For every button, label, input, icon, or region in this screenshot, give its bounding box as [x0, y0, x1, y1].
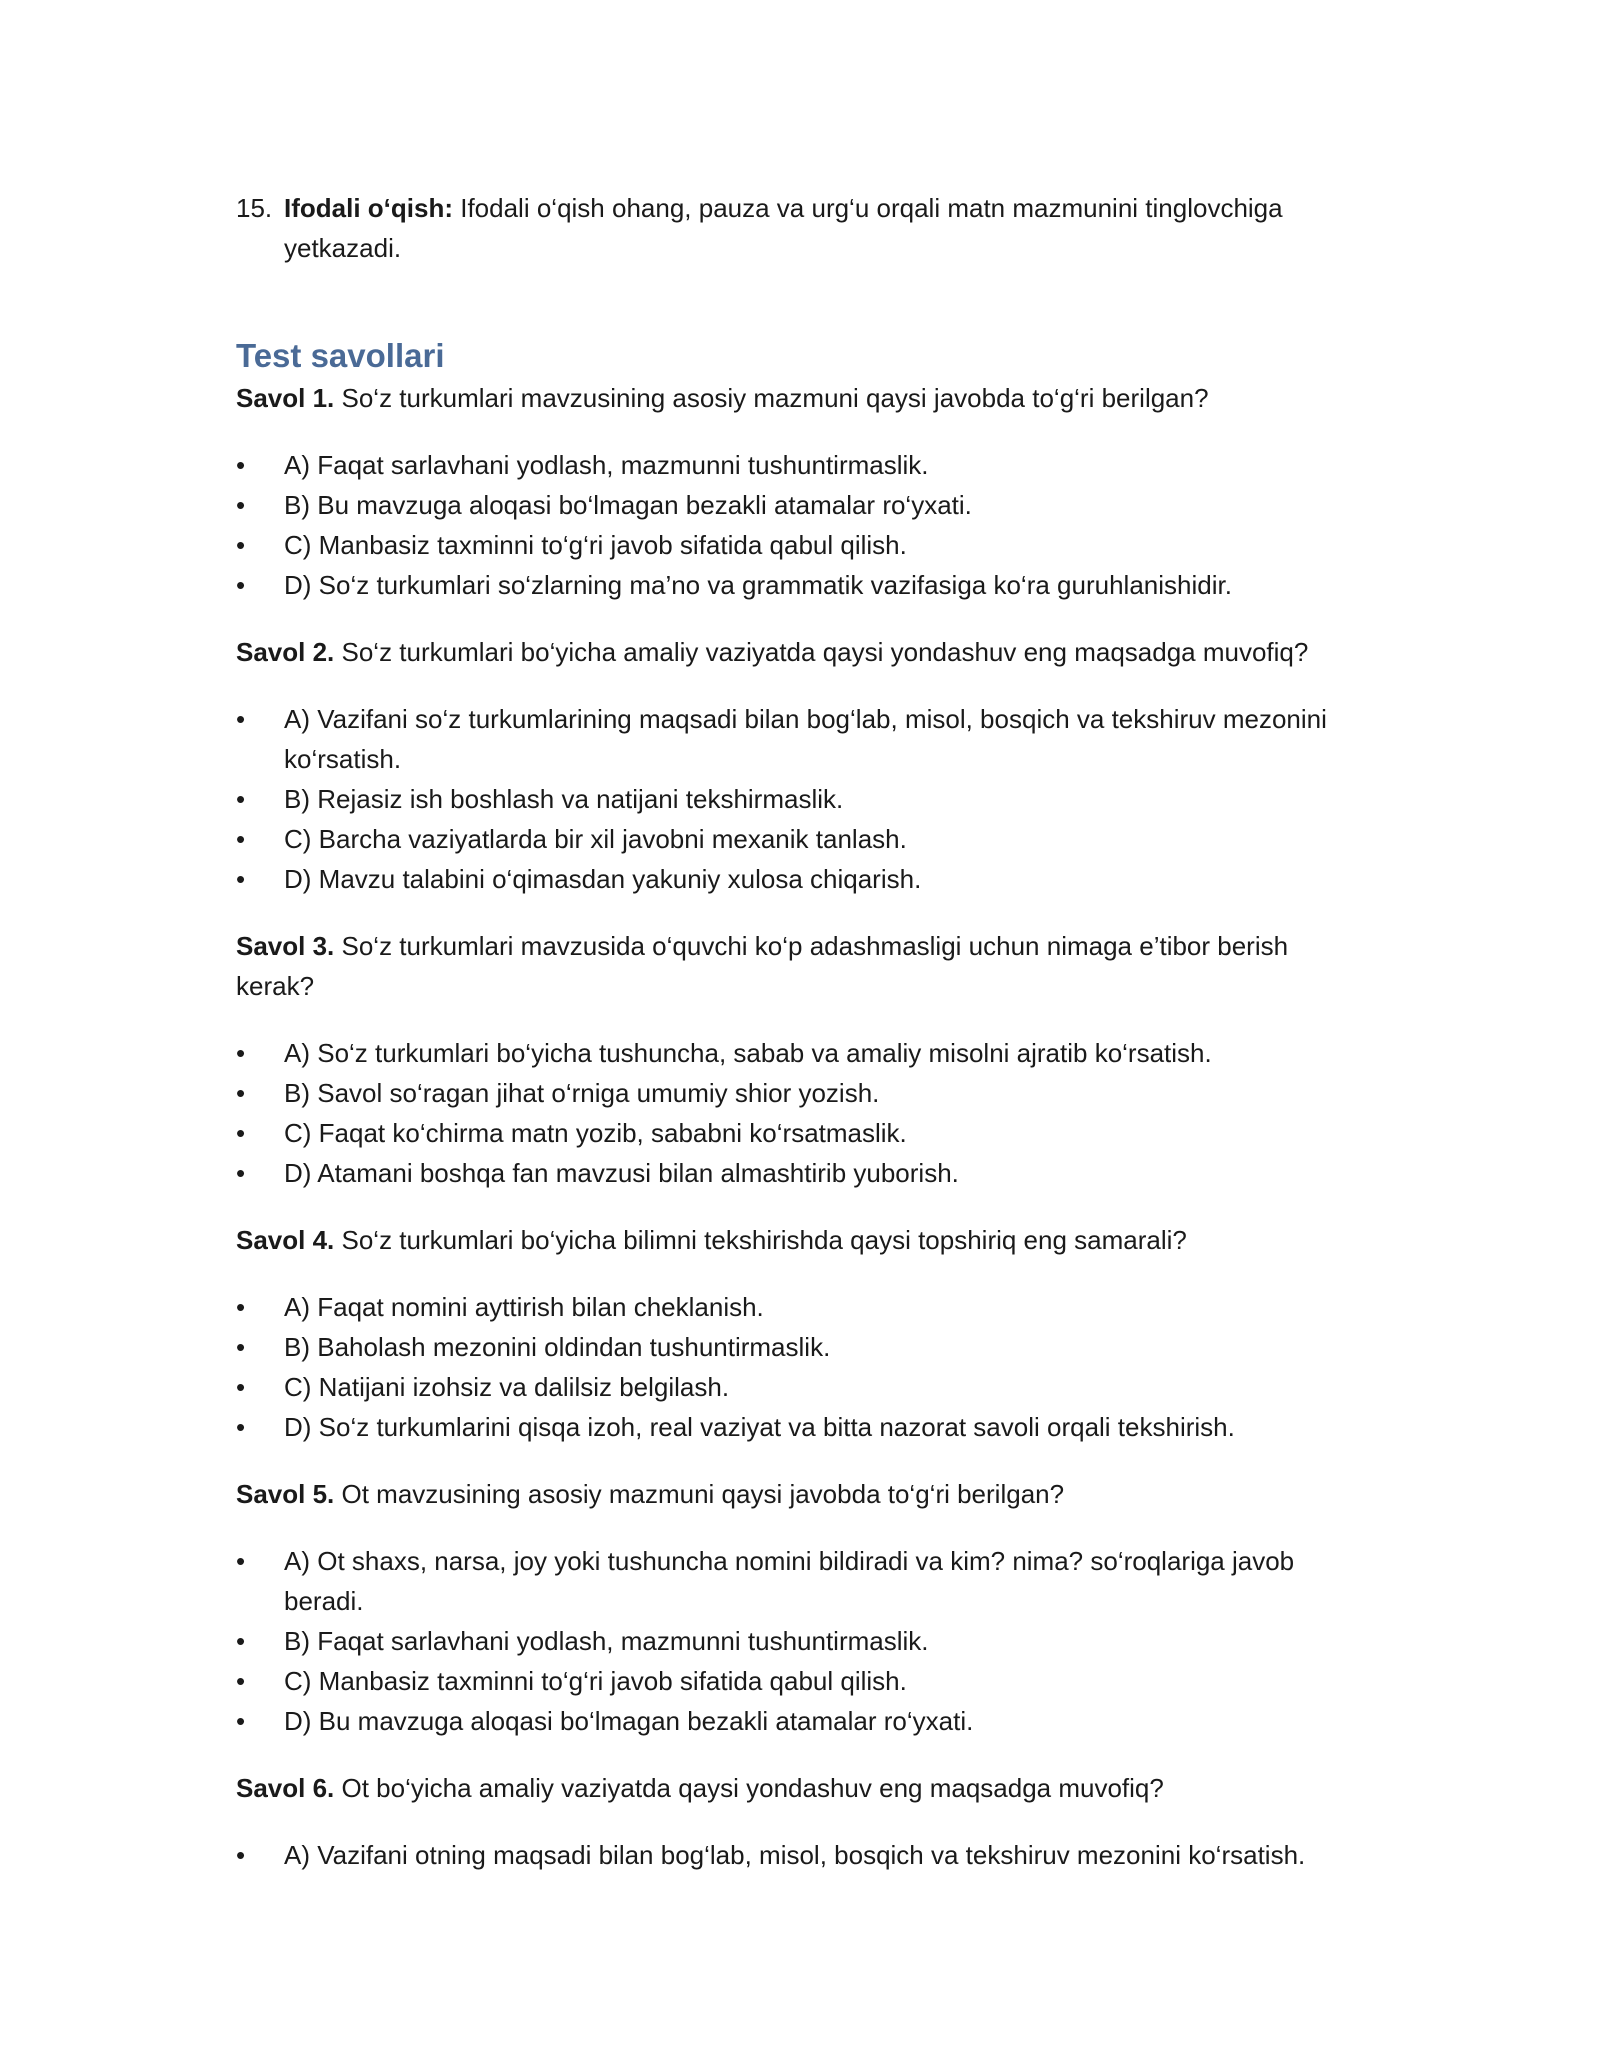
answer-option-text: D) Mavzu talabini o‘qimasdan yakuniy xulosa chiqarish.	[284, 864, 922, 894]
bullet-icon: •	[236, 784, 246, 814]
answer-option-text: B) Faqat sarlavhani yodlash, mazmunni tushuntirmaslik.	[284, 1626, 929, 1656]
answer-option-text: C) Natijani izohsiz va dalilsiz belgilash.	[284, 1372, 730, 1402]
question-2	[236, 632, 1356, 672]
bullet-icon: •	[236, 490, 246, 520]
question-label: Savol 4.	[236, 1225, 335, 1255]
answer-option	[236, 485, 1356, 525]
bullet-icon: •	[236, 1158, 246, 1188]
answer-option-text: C) Faqat ko‘chirma matn yozib, sababni ko‘rsatmaslik.	[284, 1118, 907, 1148]
bullet-icon: •	[236, 1038, 246, 1068]
answer-option-text: D) Bu mavzuga aloqasi bo‘lmagan bezakli atamalar ro‘yxati.	[284, 1706, 974, 1736]
bullet-icon: •	[236, 1372, 246, 1402]
bullet-icon: •	[236, 1666, 246, 1696]
question-label: Savol 5.	[236, 1479, 335, 1509]
answer-options	[236, 1287, 1356, 1447]
question-5	[236, 1474, 1356, 1514]
answer-option	[236, 819, 1356, 859]
question-6	[236, 1768, 1356, 1808]
answer-option	[236, 1287, 1356, 1327]
answer-option	[236, 1621, 1356, 1661]
question-label: Savol 3.	[236, 931, 335, 961]
bullet-icon: •	[236, 824, 246, 854]
section-heading: Test savollari	[236, 337, 445, 374]
bullet-icon: •	[236, 864, 246, 894]
answer-option-text: C) Manbasiz taxminni to‘g‘ri javob sifatida qabul qilish.	[284, 1666, 907, 1696]
question-text: Ot bo‘yicha amaliy vaziyatda qaysi yondashuv eng maqsadga muvofiq?	[334, 1773, 1164, 1803]
answer-option	[236, 525, 1356, 565]
answer-option	[236, 1113, 1356, 1153]
answer-option	[236, 1541, 1356, 1621]
answer-option	[236, 1073, 1356, 1113]
answer-option-text: B) Baholash mezonini oldindan tushuntirmaslik.	[284, 1332, 831, 1362]
question-list	[236, 378, 1356, 1875]
answer-option-text: C) Barcha vaziyatlarda bir xil javobni mexanik tanlash.	[284, 824, 907, 854]
answer-option-text: D) So‘z turkumlari so‘zlarning ma’no va grammatik vazifasiga ko‘ra guruhlanishidir.	[284, 570, 1232, 600]
question-text: So‘z turkumlari mavzusining asosiy mazmuni qaysi javobda to‘g‘ri berilgan?	[334, 383, 1209, 413]
bullet-icon: •	[236, 1292, 246, 1322]
bullet-icon: •	[236, 1332, 246, 1362]
bullet-icon: •	[236, 1546, 246, 1576]
question-1	[236, 378, 1356, 418]
question-4	[236, 1220, 1356, 1260]
answer-option	[236, 1701, 1356, 1741]
bullet-icon: •	[236, 1412, 246, 1442]
answer-option	[236, 699, 1356, 779]
answer-option	[236, 1835, 1356, 1875]
answer-option	[236, 1407, 1356, 1447]
bullet-icon: •	[236, 1118, 246, 1148]
answer-option	[236, 1661, 1356, 1701]
answer-options	[236, 1835, 1356, 1875]
answer-option	[236, 1367, 1356, 1407]
answer-option	[236, 1153, 1356, 1193]
item-number: 15.	[236, 193, 273, 223]
answer-option	[236, 779, 1356, 819]
question-text: So‘z turkumlari bo‘yicha amaliy vaziyatda qaysi yondashuv eng maqsadga muvofiq?	[334, 637, 1309, 667]
bullet-icon: •	[236, 530, 246, 560]
answer-options	[236, 699, 1356, 899]
bullet-icon: •	[236, 704, 246, 734]
item-text: Ifodali o‘qish ohang, pauza va urg‘u orqali matn mazmunini tinglovchiga yetkazadi.	[284, 193, 1283, 263]
question-text: So‘z turkumlari bo‘yicha bilimni tekshirishda qaysi topshiriq eng samarali?	[334, 1225, 1187, 1255]
question-label: Savol 2.	[236, 637, 335, 667]
answer-option	[236, 1327, 1356, 1367]
bullet-icon: •	[236, 1078, 246, 1108]
answer-options	[236, 1541, 1356, 1741]
answer-option-text: B) Savol so‘ragan jihat o‘rniga umumiy shior yozish.	[284, 1078, 880, 1108]
answer-option-text: A) Vazifani otning maqsadi bilan bog‘lab, misol, bosqich va tekshiruv mezonini ko‘rsatish.	[284, 1840, 1306, 1870]
answer-option-text: A) So‘z turkumlari bo‘yicha tushuncha, sabab va amaliy misolni ajratib ko‘rsatish.	[284, 1038, 1212, 1068]
bullet-icon: •	[236, 1706, 246, 1736]
answer-option-text: B) Bu mavzuga aloqasi bo‘lmagan bezakli atamalar ro‘yxati.	[284, 490, 972, 520]
answer-option-text: A) Ot shaxs, narsa, joy yoki tushuncha nomini bildiradi va kim? nima? so‘roqlariga javob beradi.	[284, 1546, 1295, 1616]
answer-option-text: D) Atamani boshqa fan mavzusi bilan almashtirib yuborish.	[284, 1158, 959, 1188]
document-page	[236, 188, 1356, 1902]
bullet-icon: •	[236, 450, 246, 480]
question-label: Savol 1.	[236, 383, 335, 413]
answer-options	[236, 445, 1356, 605]
question-text: Ot mavzusining asosiy mazmuni qaysi javobda to‘g‘ri berilgan?	[334, 1479, 1065, 1509]
question-text: So‘z turkumlari mavzusida o‘quvchi ko‘p adashmasligi uchun nimaga e’tibor berish kerak?	[236, 931, 1289, 1001]
question-label: Savol 6.	[236, 1773, 335, 1803]
bullet-icon: •	[236, 570, 246, 600]
answer-option-text: A) Faqat nomini ayttirish bilan cheklanish.	[284, 1292, 764, 1322]
answer-option	[236, 1033, 1356, 1073]
answer-option-text: A) Vazifani so‘z turkumlarining maqsadi bilan bog‘lab, misol, bosqich va tekshiruv mezonini ko‘rsatish.	[284, 704, 1327, 774]
answer-option-text: B) Rejasiz ish boshlash va natijani tekshirmaslik.	[284, 784, 844, 814]
answer-option-text: D) So‘z turkumlarini qisqa izoh, real vaziyat va bitta nazorat savoli orqali tekshirish.	[284, 1412, 1235, 1442]
answer-option	[236, 859, 1356, 899]
answer-option	[236, 445, 1356, 485]
numbered-item-15	[236, 188, 1356, 268]
answer-options	[236, 1033, 1356, 1193]
bullet-icon: •	[236, 1840, 246, 1870]
item-term: Ifodali o‘qish:	[284, 193, 453, 223]
answer-option	[236, 565, 1356, 605]
answer-option-text: A) Faqat sarlavhani yodlash, mazmunni tushuntirmaslik.	[284, 450, 929, 480]
bullet-icon: •	[236, 1626, 246, 1656]
question-3	[236, 926, 1356, 1006]
answer-option-text: C) Manbasiz taxminni to‘g‘ri javob sifatida qabul qilish.	[284, 530, 907, 560]
